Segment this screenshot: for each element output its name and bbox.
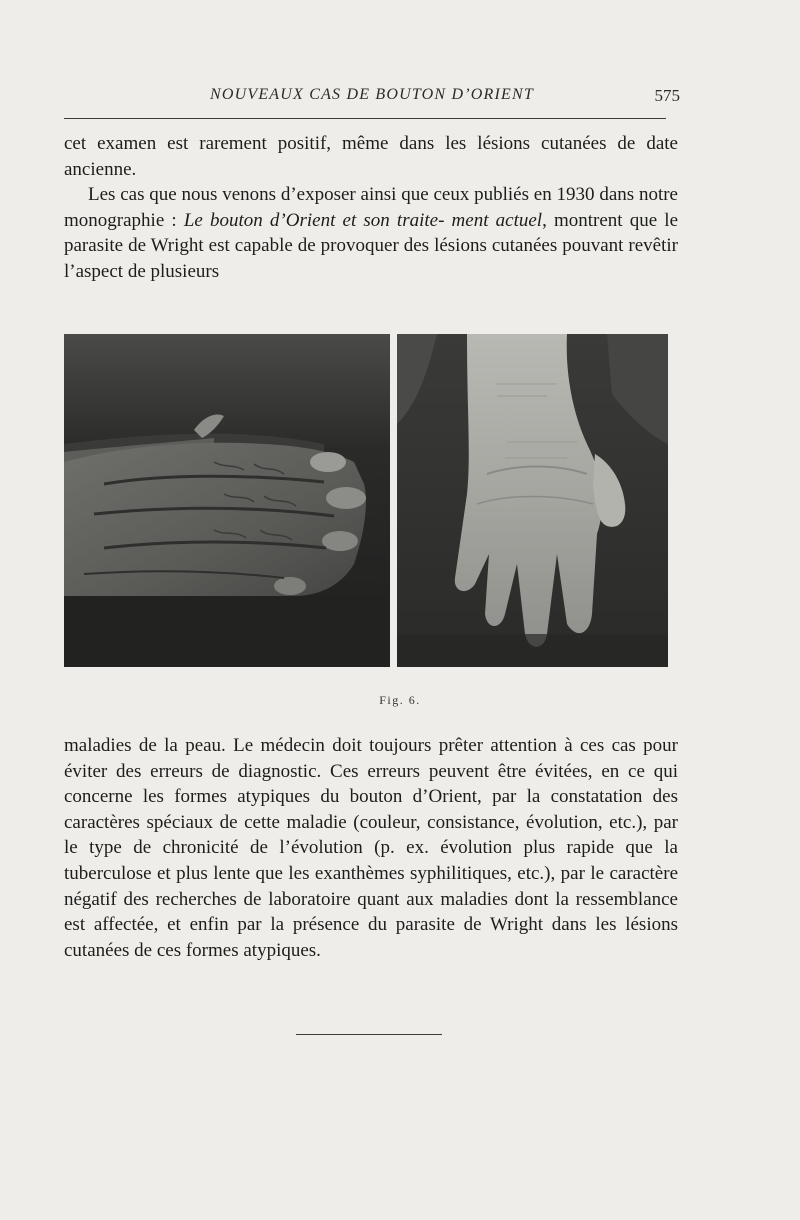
paragraph-3: maladies de la peau. Le médecin doit toujours prêter attention à ces cas pour éviter des erreurs de diagnostic. Ces erreurs peuvent être évitées, en ce qui concerne les formes atypiques du bouton d’Orient, par la constatation des caractères spéciaux de cette maladie (couleur, consistance, évolution, etc.), par le type de chronicité de l’évolution (p. ex. évolution plus rapide que la tuberculose et plus lente que les exanthèmes syphilitiques, etc.), par le caractère négatif des recherches de laboratoire quant aux maladies dont la ressemblance est affectée, et enfin par la présence du parasite de Wright dans les lésions cutanées de ces formes atypiques. xyxy=(64,735,678,961)
hand-dorsal-image xyxy=(64,334,390,667)
text-block-top xyxy=(64,131,678,285)
text-block-bottom xyxy=(64,733,678,963)
figure-6 xyxy=(64,334,668,667)
page-number: 575 xyxy=(654,86,680,105)
page-header xyxy=(64,84,680,110)
paragraph-2-end: , montrent que le parasite de Wright est capable de provoquer des lésions cutanées pouvant revêtir l’aspect de plusieurs xyxy=(64,209,679,282)
hand-palmar-image xyxy=(397,334,668,667)
header-rule xyxy=(64,118,666,119)
photo-hand-palmar xyxy=(397,334,668,667)
paragraph-2 xyxy=(64,182,678,284)
running-title: NOUVEAUX CAS DE BOUTON D’ORIENT xyxy=(209,86,534,103)
paragraph-2-start: Les cas que nous venons d’exposer ainsi que ceux publiés en 1930 dans notre monographie : xyxy=(64,184,678,231)
photo-hand-dorsal xyxy=(64,334,390,667)
end-rule xyxy=(296,1034,442,1035)
paragraph-1: cet examen est rarement positif, même dans les lésions cutanées de date ancienne. xyxy=(64,133,678,180)
figure-caption: Fig. 6. xyxy=(379,693,421,707)
monograph-title: Le bouton d’Orient et son traite- ment actuel xyxy=(183,209,543,231)
